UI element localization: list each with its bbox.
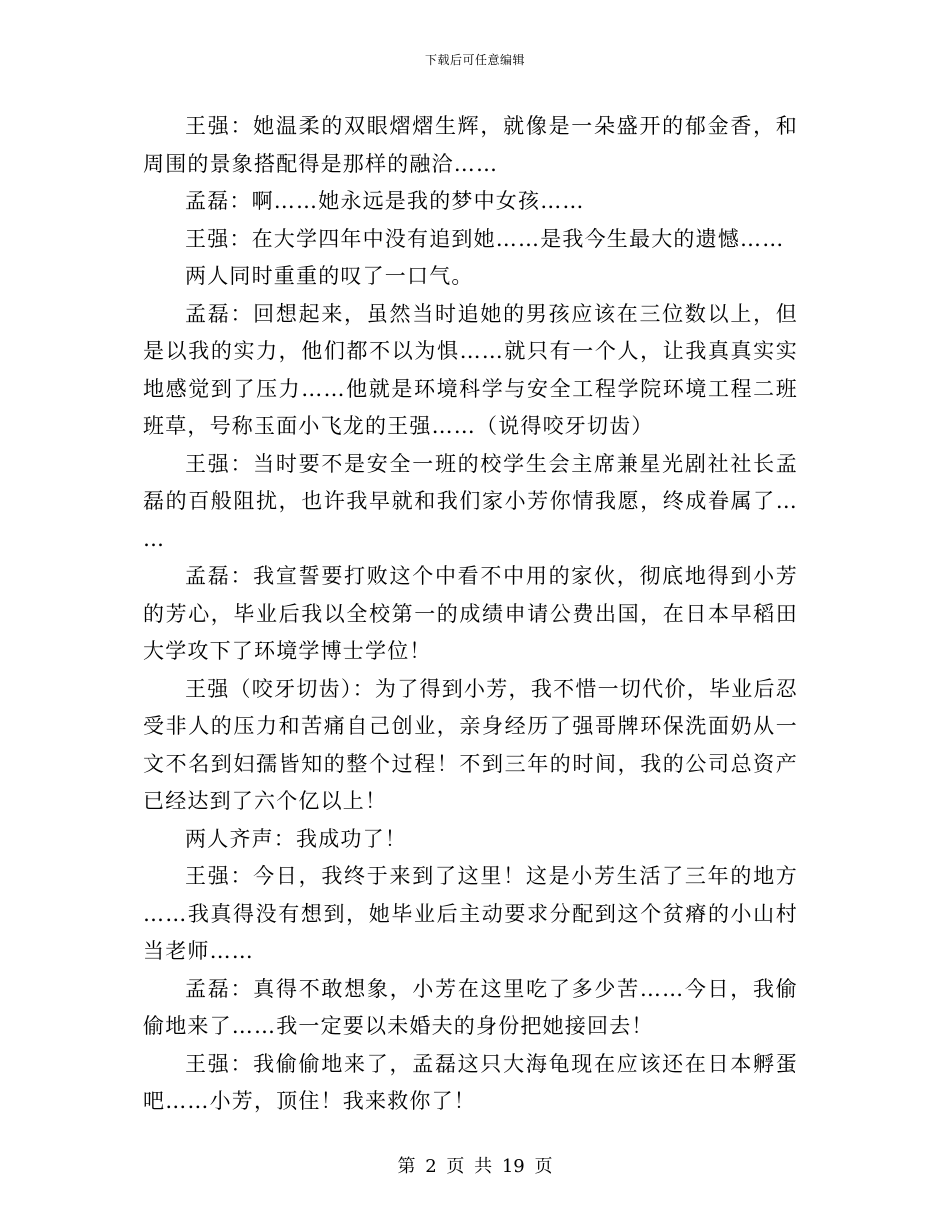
paragraph: 两人齐声：我成功了！ [185,826,407,851]
paragraph: 王强（咬牙切齿）：为了得到小芳，我不惜一切代价，毕业后忍受非人的压力和苦痛自己创业，亲身经历了强哥牌环保洗面奶从一文不名到妇孺皆知的整个过程！不到三年的时间，我的公司总资产已经达到了六个亿以上！ [143,676,798,813]
paragraph: 王强：在大学四年中没有追到她……是我今生最大的遗憾…… [185,226,785,251]
paragraph: 王强：我偷偷地来了，孟磊这只大海龟现在应该还在日本孵蛋吧……小芳，顶住！我来救你了！ [143,1051,798,1113]
paragraph: 王强：当时要不是安全一班的校学生会主席兼星光剧社社长孟磊的百般阻扰，也许我早就和我们家小芳你情我愿，终成眷属了…… [143,451,798,551]
page-number: 第 2 页 共 19 页 [397,1156,553,1177]
paragraph: 王强：今日，我终于来到了这里！这是小芳生活了三年的地方……我真得没有想到，她毕业后主动要求分配到这个贫瘠的小山村当老师…… [143,864,798,963]
paragraph: 孟磊：真得不敢想象，小芳在这里吃了多少苦……今日，我偷偷地来了……我一定要以未婚夫的身份把她接回去！ [143,976,798,1038]
paragraph: 孟磊：啊……她永远是我的梦中女孩…… [185,189,585,213]
page-header: 下载后可任意编辑 [424,53,525,67]
paragraph: 两人同时重重的叹了一口气。 [185,264,474,288]
paragraph: 孟磊：我宣誓要打败这个中看不中用的家伙，彻底地得到小芳的芳心，毕业后我以全校第一的成绩申请公费出国，在日本早稻田大学攻下了环境学博士学位！ [143,564,798,663]
paragraph: 王强：她温柔的双眼熠熠生辉，就像是一朵盛开的郁金香，和周围的景象搭配得是那样的融洽…… [143,114,798,176]
document-body [143,108,798,1121]
paragraph: 孟磊：回想起来，虽然当时追她的男孩应该在三位数以上，但是以我的实力，他们都不以为惧……就只有一个人，让我真真实实地感觉到了压力……他就是环境科学与安全工程学院环境工程二班班草，号称玉面小飞龙的王强……（说得咬牙切齿） [143,301,798,438]
